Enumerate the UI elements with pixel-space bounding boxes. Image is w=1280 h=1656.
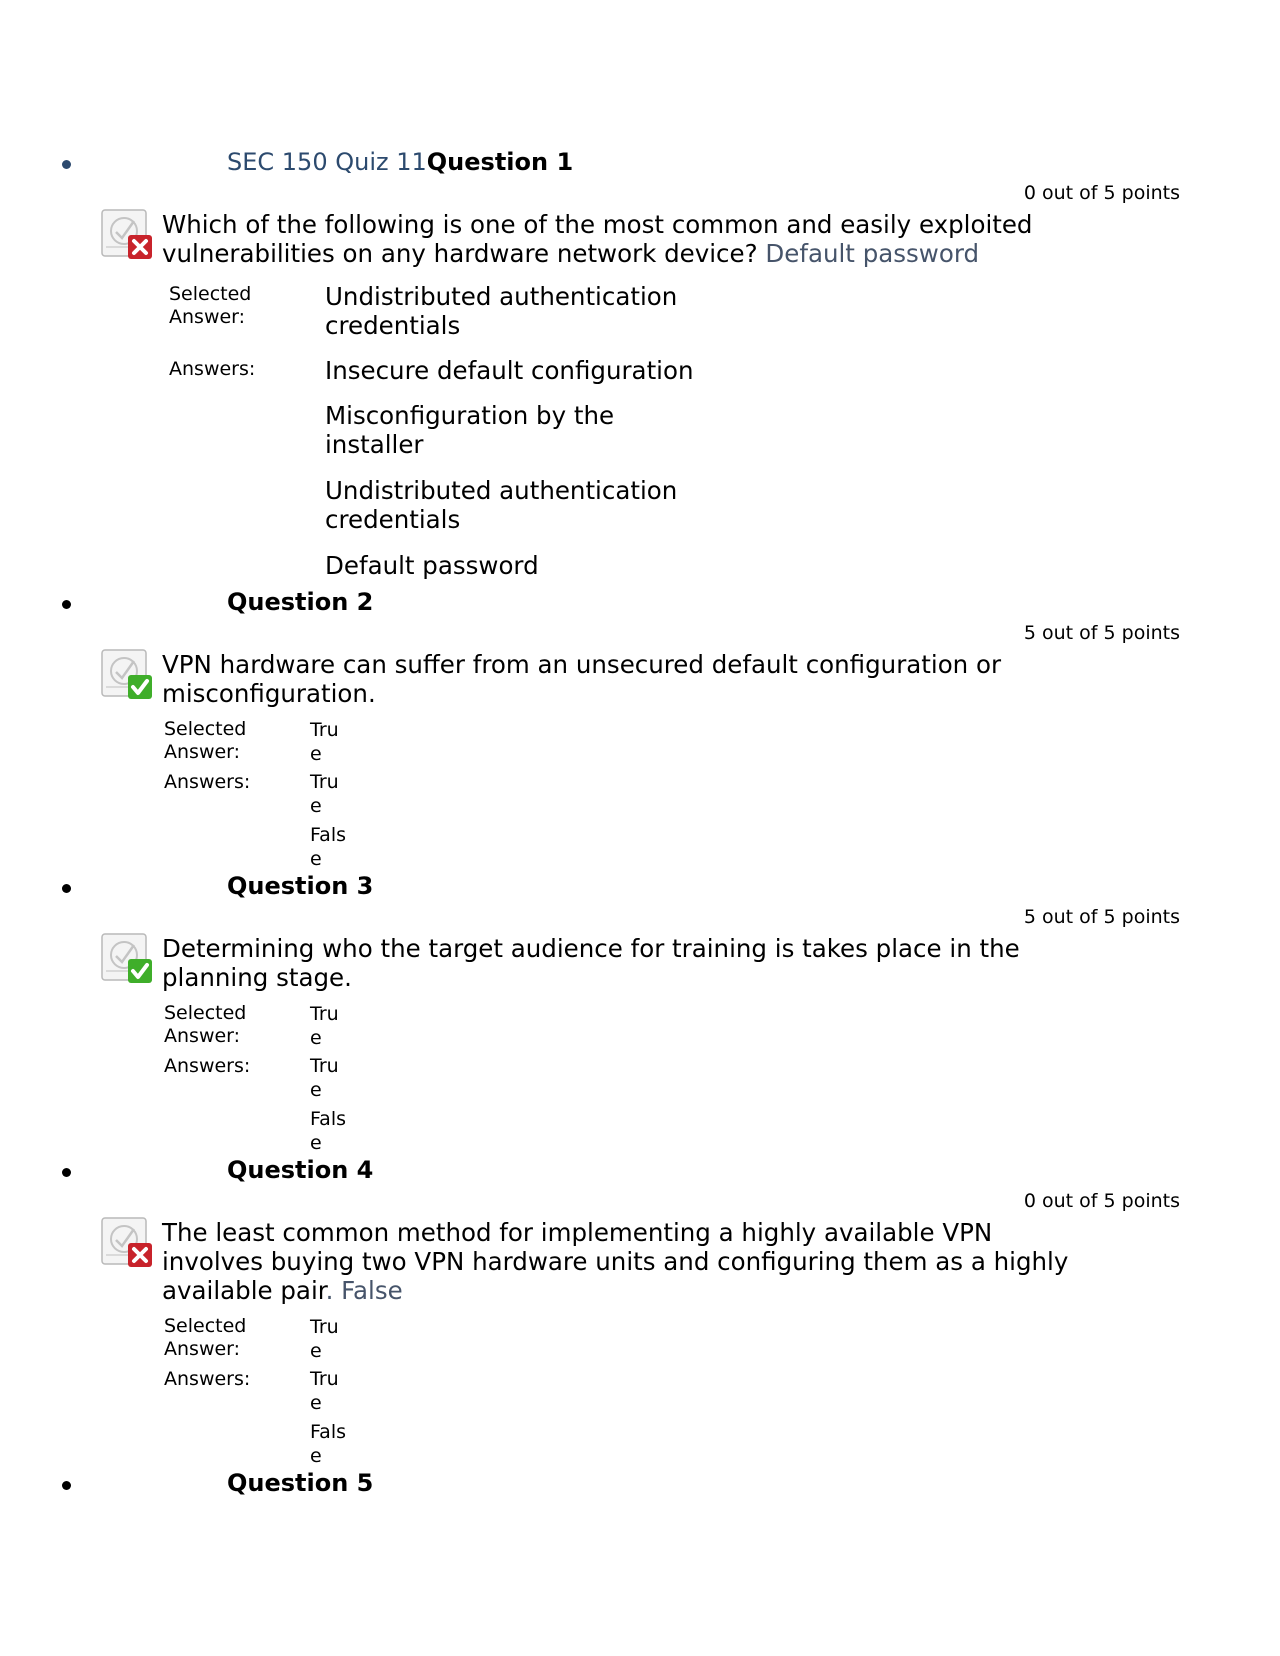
correct-check-icon [100, 931, 156, 987]
points-score: 0 out of 5 points [1023, 1190, 1180, 1212]
question-title: Question 3 [227, 872, 374, 900]
question-text: Determining who the target audience for training is takes place in the planning stage. [162, 934, 1020, 992]
list-bullet [62, 1481, 71, 1490]
answer-option: True [310, 1368, 339, 1414]
course-quiz-link[interactable]: SEC 150 Quiz 11 [227, 148, 427, 176]
question-text [162, 1218, 1082, 1305]
selected-answer-label: Selected Answer: [164, 718, 247, 763]
selected-answer-value: True [310, 1316, 339, 1362]
question-title: Question 4 [227, 1156, 374, 1184]
selected-answer-value: True [310, 1003, 339, 1049]
incorrect-x-icon [100, 1215, 156, 1271]
question-text [162, 210, 1082, 268]
answer-option: False [310, 1108, 347, 1154]
answer-option: Insecure default configuration [325, 356, 694, 385]
selected-answer-label: Selected Answer: [164, 1315, 247, 1360]
question-title: Question 2 [227, 588, 374, 616]
question-2-header [227, 588, 373, 616]
points-score: 5 out of 5 points [1023, 906, 1180, 928]
answers-label: Answers: [164, 771, 251, 793]
question-title: Question 1 [426, 148, 574, 176]
selected-answer-value: True [310, 719, 339, 765]
points-score: 5 out of 5 points [1023, 622, 1180, 644]
answer-option: True [310, 771, 339, 817]
answer-option: True [310, 1055, 339, 1101]
incorrect-x-icon [100, 207, 156, 263]
answer-option: False [310, 824, 347, 870]
question-prompt: The least common method for implementing a highly available VPN involves buying two VPN hardware units and configuring them as a highly available pair [162, 1218, 1069, 1305]
question-5-header [227, 1469, 373, 1497]
selected-answer-label: Selected Answer: [164, 1002, 247, 1047]
answers-label: Answers: [164, 1368, 251, 1390]
question-3-header [227, 872, 373, 900]
answers-label: Answers: [169, 358, 256, 380]
answer-option: Misconfiguration by the installer [325, 401, 615, 459]
answers-label: Answers: [164, 1055, 251, 1077]
selected-answer-value: Undistributed authentication credentials [325, 282, 678, 340]
list-bullet [62, 1168, 71, 1177]
correct-answer-feedback: . False [325, 1276, 403, 1305]
question-prompt: Which of the following is one of the most common and easily exploited vulnerabilities on any hardware network device? [162, 210, 1033, 268]
answer-option: Undistributed authentication credentials [325, 476, 678, 534]
answer-option: Default password [325, 551, 539, 580]
answer-option: False [310, 1421, 347, 1467]
question-1-header [227, 148, 573, 176]
list-bullet [62, 600, 71, 609]
question-text: VPN hardware can suffer from an unsecured default configuration or misconfiguration. [162, 650, 1002, 708]
question-title: Question 5 [227, 1469, 374, 1497]
points-score: 0 out of 5 points [1023, 182, 1180, 204]
correct-check-icon [100, 647, 156, 703]
list-bullet [62, 884, 71, 893]
selected-answer-label: Selected Answer: [169, 283, 252, 328]
correct-answer-feedback: Default password [757, 239, 980, 268]
question-4-header [227, 1156, 373, 1184]
list-bullet [62, 160, 71, 169]
